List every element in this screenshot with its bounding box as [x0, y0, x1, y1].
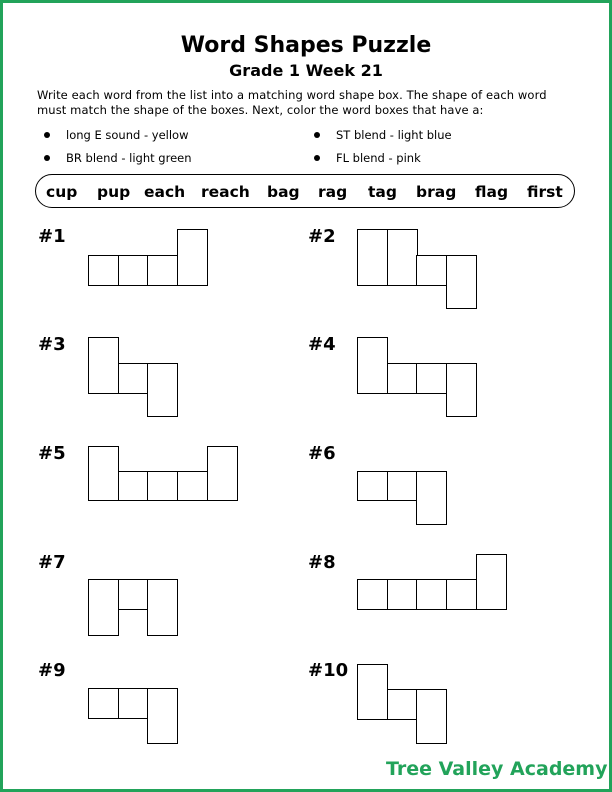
color-rule-text: BR blend - light green	[66, 151, 192, 165]
bullet-icon	[314, 155, 320, 161]
letter-box[interactable]	[357, 337, 388, 394]
letter-box[interactable]	[387, 689, 418, 720]
letter-box[interactable]	[446, 255, 477, 309]
letter-box[interactable]	[147, 255, 178, 286]
letter-box[interactable]	[88, 446, 119, 501]
puzzle-number: #6	[308, 443, 336, 464]
letter-box[interactable]	[88, 579, 119, 636]
letter-box[interactable]	[88, 688, 119, 719]
word-bank-item: cup	[46, 183, 78, 201]
puzzle-number: #3	[38, 334, 66, 355]
letter-box[interactable]	[446, 363, 477, 417]
puzzle-number: #10	[308, 660, 349, 681]
letter-box[interactable]	[147, 471, 178, 501]
puzzle-number: #7	[38, 552, 66, 573]
letter-box[interactable]	[357, 579, 388, 610]
letter-box[interactable]	[357, 664, 388, 720]
letter-box[interactable]	[177, 229, 208, 286]
letter-box[interactable]	[147, 363, 178, 417]
word-bank-item: flag	[475, 183, 509, 201]
word-bank-item: pup	[97, 183, 131, 201]
word-bank-item: each	[144, 183, 186, 201]
word-bank-item: reach	[201, 183, 250, 201]
word-bank-item: brag	[416, 183, 457, 201]
letter-box[interactable]	[118, 363, 149, 394]
letter-box[interactable]	[207, 446, 238, 501]
bullet-icon	[44, 155, 50, 161]
word-bank-item: first	[527, 183, 563, 201]
letter-box[interactable]	[118, 471, 149, 501]
bullet-icon	[44, 132, 50, 138]
word-bank-item: bag	[267, 183, 300, 201]
instructions-line-2: must match the shape of the boxes. Next, color the word boxes that have a:	[37, 103, 484, 117]
puzzle-number: #4	[308, 334, 336, 355]
letter-box[interactable]	[387, 471, 418, 501]
letter-box[interactable]	[118, 255, 149, 286]
word-bank-item: rag	[318, 183, 348, 201]
letter-box[interactable]	[387, 229, 418, 286]
page-subtitle: Grade 1 Week 21	[229, 61, 383, 80]
puzzle-number: #1	[38, 226, 66, 247]
bullet-icon	[314, 132, 320, 138]
letter-box[interactable]	[118, 579, 149, 610]
letter-box[interactable]	[177, 471, 208, 501]
letter-box[interactable]	[147, 579, 178, 636]
letter-box[interactable]	[416, 689, 447, 744]
puzzle-number: #5	[38, 443, 66, 464]
letter-box[interactable]	[387, 579, 418, 610]
letter-box[interactable]	[118, 688, 149, 719]
letter-box[interactable]	[387, 363, 418, 394]
letter-box[interactable]	[446, 579, 477, 610]
color-rule-text: ST blend - light blue	[336, 128, 452, 142]
instructions-line-1: Write each word from the list into a matching word shape box. The shape of each word	[37, 88, 547, 102]
letter-box[interactable]	[416, 255, 447, 286]
letter-box[interactable]	[88, 337, 119, 394]
letter-box[interactable]	[416, 363, 447, 394]
word-bank	[35, 174, 575, 208]
puzzle-number: #8	[308, 552, 336, 573]
puzzle-number: #2	[308, 226, 336, 247]
color-rule-text: FL blend - pink	[336, 151, 421, 165]
puzzle-number: #9	[38, 660, 66, 681]
letter-box[interactable]	[357, 229, 388, 286]
letter-box[interactable]	[147, 688, 178, 744]
letter-box[interactable]	[88, 255, 119, 286]
letter-box[interactable]	[476, 554, 507, 610]
letter-box[interactable]	[357, 471, 388, 501]
page-title: Word Shapes Puzzle	[180, 33, 432, 58]
letter-box[interactable]	[416, 471, 447, 525]
letter-box[interactable]	[416, 579, 447, 610]
color-rule-text: long E sound - yellow	[66, 128, 189, 142]
brand-footer: Tree Valley Academy	[386, 758, 608, 780]
word-bank-item: tag	[368, 183, 397, 201]
